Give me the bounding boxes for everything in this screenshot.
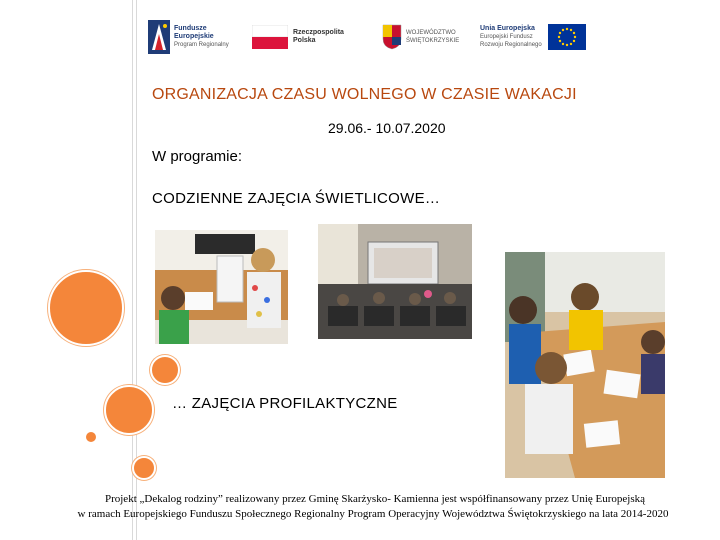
polish-flag-icon xyxy=(252,25,288,49)
ue-line3: Rozwoju Regionalnego xyxy=(480,42,542,48)
footer-line-2: w ramach Europejskiego Funduszu Społecznego Regionalny Program Operacyjny Województwa Świętokrzyskiego na lata 2014-2020 xyxy=(77,508,669,520)
activity-prevention: … ZAJĘCIA PROFILAKTYCZNE xyxy=(172,395,398,412)
coat-of-arms-icon xyxy=(382,24,402,50)
wojewodztwo-line1: WOJEWÓDZTWO xyxy=(406,30,456,36)
page-title: ORGANIZACJA CZASU WOLNEGO W CZASIE WAKACJI xyxy=(152,86,577,103)
activity-daily: CODZIENNE ZAJĘCIA ŚWIETLICOWE… xyxy=(152,190,441,207)
logo-bar xyxy=(140,16,610,58)
photo-cinema-room xyxy=(318,224,472,339)
decor-circle-large xyxy=(48,270,124,346)
decor-circle-medium xyxy=(104,385,154,435)
logo-unia-europejska xyxy=(480,16,586,58)
rp-line1: Rzeczpospolita xyxy=(293,29,344,36)
rp-line2: Polska xyxy=(293,37,316,44)
decor-circle-small-1 xyxy=(150,355,180,385)
fundusze-line2: Europejskie xyxy=(174,33,214,40)
fundusze-line3: Program Regionalny xyxy=(174,42,229,48)
logo-fundusze-europejskie xyxy=(148,16,229,58)
fundusze-icon xyxy=(148,20,170,54)
wojewodztwo-line2: ŚWIĘTOKRZYSKIE xyxy=(406,38,460,44)
logo-wojewodztwo xyxy=(382,16,459,58)
fundusze-line1: Fundusze xyxy=(174,25,207,32)
eu-flag-icon xyxy=(548,24,586,50)
ue-line1: Unia Europejska xyxy=(480,25,535,32)
logo-rzeczpospolita xyxy=(252,16,344,58)
decor-circle-tiny xyxy=(86,432,96,442)
ue-line2: Europejski Fundusz xyxy=(480,34,533,40)
program-heading: W programie: xyxy=(152,148,243,165)
decor-circle-small-2 xyxy=(132,456,156,480)
footer-line-1: Projekt „Dekalog rodziny” realizowany przez Gminę Skarżysko- Kamienna jest współfinansowany przez Unię Europejską xyxy=(104,493,646,505)
photo-children-at-table xyxy=(505,252,665,478)
date-range: 29.06.- 10.07.2020 xyxy=(328,120,446,136)
photo-children-drawing xyxy=(155,230,288,344)
left-border-line-1 xyxy=(132,0,133,540)
